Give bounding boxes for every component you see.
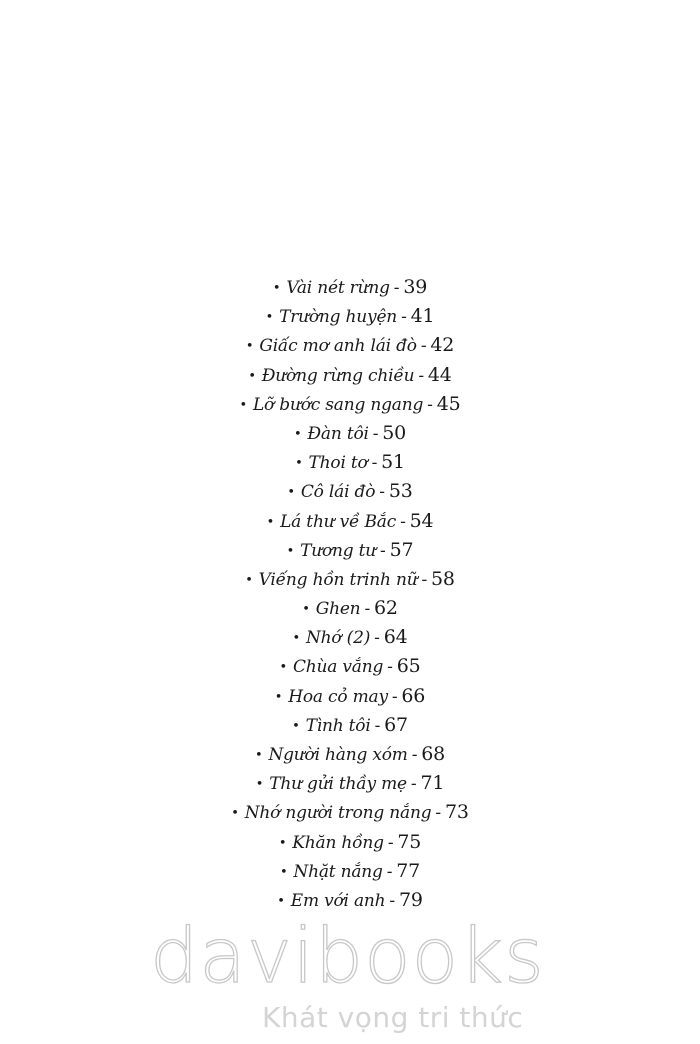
toc-entry-title: Đường rừng chiều <box>261 365 415 386</box>
toc-entry-page-number: 50 <box>382 421 407 444</box>
toc-entry-title: Nhớ người trong nắng <box>244 803 432 824</box>
bullet-icon: • <box>245 572 253 588</box>
bullet-icon: • <box>231 806 239 822</box>
toc-entry <box>0 828 700 857</box>
toc-entry-separator: - <box>410 774 417 795</box>
toc-entry-title: Chùa vắng <box>292 657 384 678</box>
toc-entry-separator: - <box>418 365 424 386</box>
toc-entry-title: Em với anh <box>290 890 386 911</box>
toc-entry-separator: - <box>374 628 380 649</box>
toc-entry <box>0 390 700 419</box>
toc-entry-title: Khăn hồng <box>292 832 384 853</box>
toc-entry-page-number: 73 <box>444 801 469 824</box>
bullet-icon: • <box>277 893 285 909</box>
toc-entry <box>0 273 700 302</box>
toc-entry-page-number: 42 <box>430 334 455 357</box>
toc-entry <box>0 536 700 565</box>
bullet-icon: • <box>255 777 264 793</box>
toc-entry-separator: - <box>427 394 433 415</box>
toc-entry-page-number: 65 <box>396 655 421 678</box>
toc-entry-separator: - <box>386 861 393 882</box>
toc-entry <box>0 623 700 652</box>
toc-entry-separator: - <box>411 745 418 765</box>
bullet-icon: • <box>274 689 283 705</box>
toc-entry-title: Cô lái đò <box>300 482 376 503</box>
toc-entry-page-number: 71 <box>420 772 445 795</box>
toc-entry-separator: - <box>400 511 406 532</box>
toc-entry-separator: - <box>380 540 386 561</box>
toc-entry <box>0 682 700 711</box>
toc-entry-separator: - <box>371 453 378 474</box>
table-of-contents <box>0 273 700 915</box>
toc-entry <box>0 565 700 594</box>
bullet-icon: • <box>278 835 287 851</box>
bullet-icon: • <box>295 456 303 472</box>
toc-entry-title: Ghen <box>315 599 361 620</box>
toc-entry-page-number: 62 <box>373 597 398 620</box>
toc-entry-page-number: 57 <box>389 538 414 561</box>
toc-entry-page-number: 45 <box>436 392 461 415</box>
toc-entry <box>0 361 700 390</box>
bullet-icon: • <box>265 310 274 326</box>
toc-entry-separator: - <box>401 307 407 328</box>
bullet-icon: • <box>287 485 295 501</box>
toc-entry <box>0 711 700 740</box>
toc-entry-page-number: 64 <box>383 626 408 649</box>
toc-entry <box>0 448 700 477</box>
toc-entry <box>0 769 700 798</box>
bullet-icon: • <box>279 660 287 676</box>
toc-entry <box>0 507 700 536</box>
toc-entry-separator: - <box>389 890 395 911</box>
toc-entry-page-number: 53 <box>388 480 413 503</box>
toc-entry <box>0 798 700 827</box>
toc-entry-title: Viếng hồn trinh nữ <box>258 569 418 590</box>
bullet-icon: • <box>266 514 275 530</box>
bullet-icon: • <box>292 718 300 734</box>
bullet-icon: • <box>248 368 256 384</box>
toc-entry-separator: - <box>387 832 394 853</box>
toc-entry-title: Thư gửi thầy mẹ <box>269 774 407 795</box>
toc-entry <box>0 477 700 506</box>
toc-entry <box>0 857 700 886</box>
toc-entry-title: Vài nét rừng <box>286 278 390 298</box>
bullet-icon: • <box>302 602 310 618</box>
bullet-icon: • <box>286 543 295 559</box>
toc-entry-separator: - <box>421 569 428 590</box>
toc-entry <box>0 594 700 623</box>
watermark-tagline: Khát vọng tri thức <box>262 1001 524 1034</box>
toc-entry-separator: - <box>387 657 393 678</box>
toc-entry-title: Lá thư về Bắc <box>280 511 397 532</box>
bullet-icon: • <box>245 339 254 355</box>
toc-entry-title: Hoa cỏ may <box>288 686 388 707</box>
toc-entry-separator: - <box>435 803 441 824</box>
toc-entry-page-number: 58 <box>431 567 455 590</box>
bullet-icon: • <box>292 631 300 647</box>
toc-entry-page-number: 41 <box>410 305 435 328</box>
bullet-icon: • <box>279 864 288 880</box>
toc-entry-separator: - <box>379 482 385 503</box>
toc-entry-page-number: 68 <box>421 743 446 765</box>
toc-entry-title: Giấc mơ anh lái đò <box>259 336 417 357</box>
toc-entry-separator: - <box>374 715 381 736</box>
toc-entry-separator: - <box>364 599 370 620</box>
toc-entry-title: Tình tôi <box>305 715 371 736</box>
toc-entry-page-number: 54 <box>409 509 434 532</box>
toc-entry-page-number: 79 <box>398 888 423 911</box>
toc-entry-separator: - <box>393 278 400 298</box>
toc-entry-title: Đàn tôi <box>307 423 369 444</box>
toc-entry-title: Nhặt nắng <box>293 861 383 882</box>
toc-entry-page-number: 66 <box>401 684 426 707</box>
bullet-icon: • <box>272 281 281 296</box>
toc-entry-page-number: 51 <box>381 451 405 474</box>
toc-entry-separator: - <box>391 686 398 707</box>
toc-entry-title: Tương tư <box>300 540 377 561</box>
toc-entry-page-number: 75 <box>397 830 422 853</box>
bullet-icon: • <box>239 397 247 413</box>
toc-entry-title: Lỡ bước sang ngang <box>252 394 424 415</box>
toc-entry-page-number: 77 <box>396 859 421 882</box>
toc-entry <box>0 302 700 331</box>
toc-entry <box>0 331 700 360</box>
bullet-icon: • <box>254 748 263 763</box>
toc-entry-title: Trường huyện <box>279 307 398 328</box>
toc-entry-title: Người hàng xóm <box>268 745 408 765</box>
toc-entry-separator: - <box>372 423 379 444</box>
toc-entry <box>0 652 700 681</box>
watermark-brand: davibooks <box>150 911 545 1000</box>
toc-entry-title: Thoi tơ <box>308 453 368 474</box>
toc-entry-title: Nhớ (2) <box>305 628 371 649</box>
toc-entry <box>0 740 700 769</box>
toc-entry-separator: - <box>420 336 427 357</box>
toc-entry <box>0 419 700 448</box>
toc-entry-page-number: 67 <box>384 713 408 736</box>
toc-entry-page-number: 39 <box>403 276 428 298</box>
toc-entry-page-number: 44 <box>427 363 452 386</box>
bullet-icon: • <box>293 426 302 442</box>
